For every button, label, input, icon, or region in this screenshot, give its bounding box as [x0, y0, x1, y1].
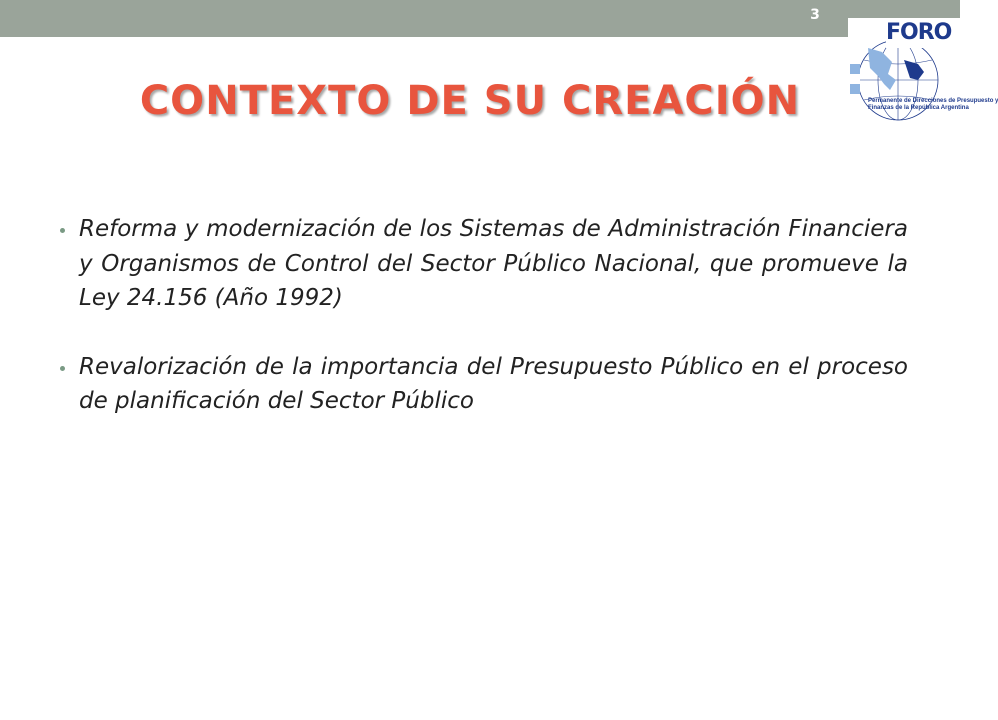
bullet-item: [60, 350, 908, 419]
slide-title: CONTEXTO DE SU CREACIÓN: [139, 78, 801, 124]
logo-caption-line-1: Permanente de Direcciones de Presupuesto y: [868, 98, 998, 104]
bullet-item: [60, 212, 908, 316]
bullet-marker-icon: [60, 366, 65, 371]
slide-number: 3: [810, 7, 820, 23]
bullet-marker-icon: [60, 228, 65, 233]
logo-caption-line-2: Finanzas de la República Argentina: [868, 105, 969, 111]
bullet-text: Revalorización de la importancia del Presupuesto Público en el proceso de planificación del Sector Público: [79, 353, 908, 414]
logo-caption: [868, 98, 998, 112]
bullet-text: Reforma y modernización de los Sistemas de Administración Financiera y Organismos de Control del Sector Público Nacional, que promueve la Ley 24.156 (Año 1992): [79, 216, 908, 311]
logo-wordmark: FORO: [886, 20, 952, 45]
bullet-list: [60, 212, 908, 453]
